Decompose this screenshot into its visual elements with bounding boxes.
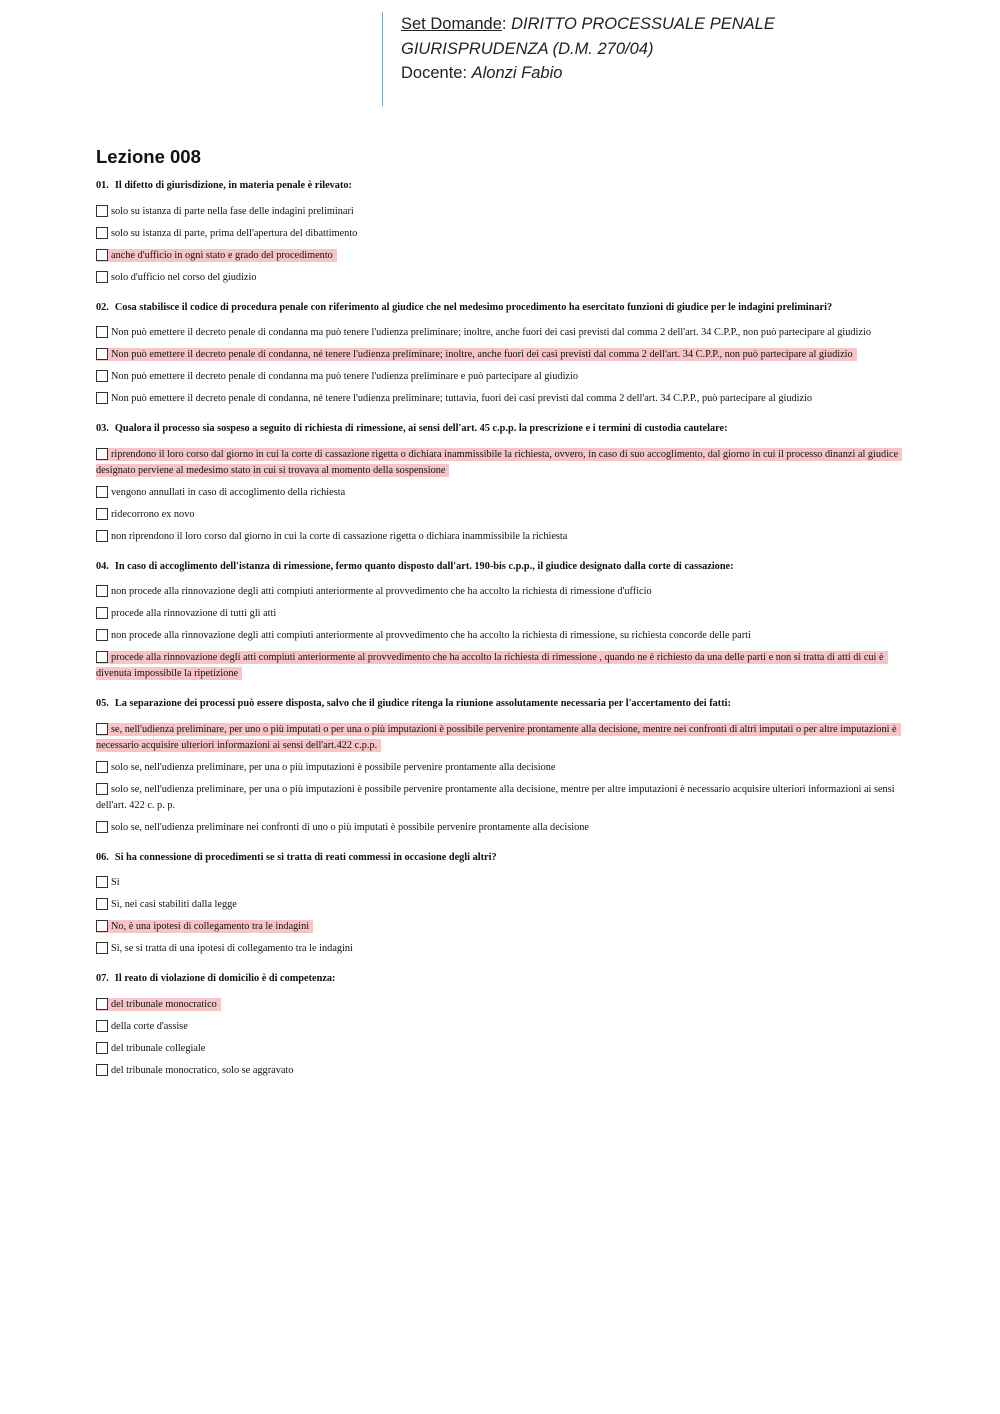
answer-body xyxy=(96,629,755,642)
question-1 xyxy=(96,180,906,286)
answer-option xyxy=(96,369,906,385)
answer-checkbox[interactable] xyxy=(96,486,108,498)
answer-option xyxy=(96,875,906,891)
answer-option xyxy=(96,1041,906,1057)
answer-checkbox[interactable] xyxy=(96,920,108,932)
answer-text: vengono annullati in caso di accoglimento della richiesta xyxy=(111,486,346,498)
question-text xyxy=(96,852,906,865)
answer-option xyxy=(96,897,906,913)
answer-option xyxy=(96,606,906,622)
question-number: 03. xyxy=(96,423,109,434)
answer-text: Sì, nei casi stabiliti dalla legge xyxy=(111,899,237,910)
answer-body xyxy=(96,821,593,834)
answer-text: ridecorrono ex novo xyxy=(111,508,195,520)
answer-body xyxy=(96,448,902,477)
answer-checkbox[interactable] xyxy=(96,249,108,261)
answer-option xyxy=(96,507,906,523)
answer-text: solo su istanza di parte nella fase delle indagini preliminari xyxy=(111,205,354,217)
question-6 xyxy=(96,852,906,958)
answer-body xyxy=(96,942,357,955)
answer-text: Non può emettere il decreto penale di condanna, né tenere l'udienza preliminare; inoltre, anche fuori dei casi previsti dal comma 2 dell'art. 34 C.P.P., non può partecipare al giudizio xyxy=(111,349,853,360)
answer-text: Sì, se si tratta di una ipotesi di collegamento tra le indagini xyxy=(111,943,353,954)
question-prompt: In caso di accoglimento dell'istanza di rimessione, fermo quanto disposto dall'art. 190-bis c.p.p., il giudice designato dalla corte di cassazione: xyxy=(114,560,734,572)
answer-option xyxy=(96,325,906,341)
answer-option-correct xyxy=(96,997,906,1013)
header-teacher-line xyxy=(401,61,902,86)
answer-text: della corte d'assise xyxy=(111,1020,188,1032)
answer-checkbox[interactable] xyxy=(96,1020,108,1032)
answer-option xyxy=(96,628,906,644)
answer-body xyxy=(96,898,241,911)
answer-checkbox[interactable] xyxy=(96,821,108,833)
answer-body xyxy=(96,1020,192,1033)
question-list xyxy=(96,180,906,1095)
answer-body xyxy=(96,227,361,240)
answer-text: non procede alla rinnovazione degli atti compiuti anteriormente al provvedimento che ha accolto la richiesta di rimessione, su richiesta concorde delle parti xyxy=(111,630,751,641)
question-7 xyxy=(96,973,906,1079)
answer-checkbox[interactable] xyxy=(96,227,108,239)
answer-option xyxy=(96,270,906,286)
answer-option xyxy=(96,820,906,836)
header-subject-line2: GIURISPRUDENZA (D.M. 270/04) xyxy=(401,39,654,58)
document-header xyxy=(382,12,902,106)
answer-checkbox[interactable] xyxy=(96,392,108,404)
answer-checkbox[interactable] xyxy=(96,723,108,735)
answer-text: Non può emettere il decreto penale di condanna ma può tenere l'udienza preliminare e può partecipare al giudizio xyxy=(111,371,579,382)
answer-body xyxy=(96,392,816,405)
answer-body xyxy=(96,326,875,339)
answer-option xyxy=(96,1063,906,1079)
answer-body xyxy=(96,508,199,521)
answer-option xyxy=(96,204,906,220)
answer-body xyxy=(96,723,901,752)
question-number: 01. xyxy=(96,180,109,191)
question-number: 05. xyxy=(96,698,109,709)
answer-checkbox[interactable] xyxy=(96,761,108,773)
question-4 xyxy=(96,561,906,683)
answer-body xyxy=(96,348,857,361)
answer-checkbox[interactable] xyxy=(96,1064,108,1076)
question-text xyxy=(96,180,906,193)
answer-checkbox[interactable] xyxy=(96,607,108,619)
answer-checkbox[interactable] xyxy=(96,651,108,663)
answer-body xyxy=(96,486,349,499)
answer-checkbox[interactable] xyxy=(96,629,108,641)
answer-checkbox[interactable] xyxy=(96,326,108,338)
answer-checkbox[interactable] xyxy=(96,998,108,1010)
answer-option xyxy=(96,782,906,814)
answer-option xyxy=(96,529,906,545)
question-3 xyxy=(96,423,906,545)
answer-text: No, è una ipotesi di collegamento tra le indagini xyxy=(111,921,310,932)
answer-checkbox[interactable] xyxy=(96,370,108,382)
answer-body xyxy=(96,370,582,383)
answer-checkbox[interactable] xyxy=(96,898,108,910)
answer-text: non procede alla rinnovazione degli atti compiuti anteriormente al provvedimento che ha accolto la richiesta di rimessione d'ufficio xyxy=(111,586,652,597)
answer-option-correct xyxy=(96,447,906,479)
answer-text: anche d'ufficio in ogni stato e grado del procedimento xyxy=(111,249,333,261)
answer-option xyxy=(96,584,906,600)
answer-body xyxy=(96,998,221,1011)
answer-checkbox[interactable] xyxy=(96,271,108,283)
answer-body xyxy=(96,761,559,774)
answer-checkbox[interactable] xyxy=(96,585,108,597)
question-text xyxy=(96,698,906,711)
question-number: 06. xyxy=(96,851,109,863)
answer-body xyxy=(96,876,124,889)
answer-checkbox[interactable] xyxy=(96,530,108,542)
answer-checkbox[interactable] xyxy=(96,508,108,520)
answer-text: del tribunale collegiale xyxy=(111,1042,206,1054)
answer-option-correct xyxy=(96,722,906,754)
answer-option xyxy=(96,1019,906,1035)
question-5 xyxy=(96,698,906,836)
answer-body xyxy=(96,271,261,284)
answer-body xyxy=(96,607,280,620)
answer-text: non riprendono il loro corso dal giorno in cui la corte di cassazione rigetta o dichiara inammissibile la richiesta xyxy=(111,530,568,542)
question-prompt: Si ha connessione di procedimenti se si tratta di reati commessi in occasione degli altri? xyxy=(114,851,497,863)
answer-body xyxy=(96,783,895,812)
question-number: 04. xyxy=(96,560,109,572)
answer-checkbox[interactable] xyxy=(96,448,108,460)
question-prompt: Il reato di violazione di domicilio è di competenza: xyxy=(114,973,336,984)
question-text xyxy=(96,302,906,315)
answer-body xyxy=(96,205,358,218)
answer-option xyxy=(96,760,906,776)
answer-text: solo se, nell'udienza preliminare nei confronti di uno o più imputati è possibile pervenire prontamente alla decisione xyxy=(111,821,589,833)
answer-text: solo d'ufficio nel corso del giudizio xyxy=(111,271,257,283)
question-2 xyxy=(96,302,906,408)
question-prompt: Qualora il processo sia sospeso a seguito di richiesta di rimessione, ai sensi dell'art. 45 c.p.p. la prescrizione e i termini di custodia cautelare: xyxy=(114,423,728,434)
question-text xyxy=(96,561,906,574)
answer-checkbox[interactable] xyxy=(96,876,108,888)
lesson-title: Lezione 008 xyxy=(96,146,201,167)
answer-checkbox[interactable] xyxy=(96,942,108,954)
answer-body xyxy=(96,1064,297,1077)
answer-option-correct xyxy=(96,919,906,935)
answer-checkbox[interactable] xyxy=(96,783,108,795)
answer-option xyxy=(96,391,906,407)
answer-body xyxy=(96,530,571,543)
header-subject-line1: Set Domande: DIRITTO PROCESSUALE PENALE xyxy=(401,15,775,33)
question-number: 02. xyxy=(96,301,109,313)
question-number: 07. xyxy=(96,973,109,984)
answer-text: Non può emettere il decreto penale di condanna, né tenere l'udienza preliminare; tuttavia, fuori dei casi previsti dal comma 2 dell'art. 34 C.P.P., può partecipare al giudizio xyxy=(111,393,813,404)
answer-body xyxy=(96,651,888,680)
set-label: Set Domande xyxy=(401,15,502,33)
answer-checkbox[interactable] xyxy=(96,348,108,360)
answer-body xyxy=(96,585,656,598)
answer-text: del tribunale monocratico, solo se aggravato xyxy=(111,1064,294,1076)
answer-text: Non può emettere il decreto penale di condanna ma può tenere l'udienza preliminare; inoltre, anche fuori dei casi previsti dal comma 2 dell'art. 34 C.P.P., non può partecipare al giudizio xyxy=(111,327,871,338)
answer-option-correct xyxy=(96,650,906,682)
answer-checkbox[interactable] xyxy=(96,1042,108,1054)
answer-text: procede alla rinnovazione degli atti compiuti anteriormente al provvedimento che ha accolto la richiesta di rimessione , quando ne è richiesto da una delle parti e non si tratta di atti di cui è divenuta impossibile la ripetizione xyxy=(96,652,884,679)
answer-body xyxy=(96,249,337,262)
answer-option-correct xyxy=(96,347,906,363)
answer-option xyxy=(96,226,906,242)
question-text xyxy=(96,973,906,986)
teacher-label: Docente: xyxy=(401,64,468,82)
answer-text: solo se, nell'udienza preliminare, per una o più imputazioni è possibile pervenire prontamente alla decisione xyxy=(111,761,556,773)
answer-option xyxy=(96,941,906,957)
question-prompt: La separazione dei processi può essere disposta, salvo che il giudice ritenga la riunione assolutamente necessaria per l'accertamento dei fatti: xyxy=(114,698,731,709)
answer-text: solo se, nell'udienza preliminare, per una o più imputazioni è possibile pervenire prontamente alla decisione, mentre per altre imputazioni è necessario acquisire ulteriori informazioni ai sensi dell'art. 422 c. p. p. xyxy=(96,783,895,811)
answer-text: Sì xyxy=(111,877,120,888)
question-text xyxy=(96,423,906,436)
question-prompt: Cosa stabilisce il codice di procedura penale con riferimento al giudice che nel medesimo procedimento ha esercitato funzioni di giudice per le indagini preliminari? xyxy=(114,301,833,313)
answer-option xyxy=(96,485,906,501)
answer-text: solo su istanza di parte, prima dell'apertura del dibattimento xyxy=(111,227,358,239)
answer-text: riprendono il loro corso dal giorno in cui la corte di cassazione rigetta o dichiara inammissibile la richiesta, ovvero, in caso di suo accoglimento, dal giorno in cui il processo dinanzi al giudice designato perviene al medesimo stato in cui si trovava al momento della sospensione xyxy=(96,448,899,476)
answer-checkbox[interactable] xyxy=(96,205,108,217)
question-prompt: Il difetto di giurisdizione, in materia penale è rilevato: xyxy=(114,180,352,191)
answer-body xyxy=(96,920,313,933)
teacher-name: Alonzi Fabio xyxy=(471,64,563,82)
answer-text: procede alla rinnovazione di tutti gli atti xyxy=(111,608,277,619)
answer-option-correct xyxy=(96,248,906,264)
subject-title: DIRITTO PROCESSUALE PENALE xyxy=(511,15,775,33)
answer-body xyxy=(96,1042,209,1055)
answer-text: del tribunale monocratico xyxy=(111,998,217,1010)
answer-text: se, nell'udienza preliminare, per uno o più imputati o per una o più imputazioni è possibile pervenire prontamente alla decisione, mentre nei confronti di altri imputati o per altre imputazioni è necessario acquisire ulteriori informazioni ai sensi dell'art.422 c.p.p. xyxy=(96,723,897,751)
